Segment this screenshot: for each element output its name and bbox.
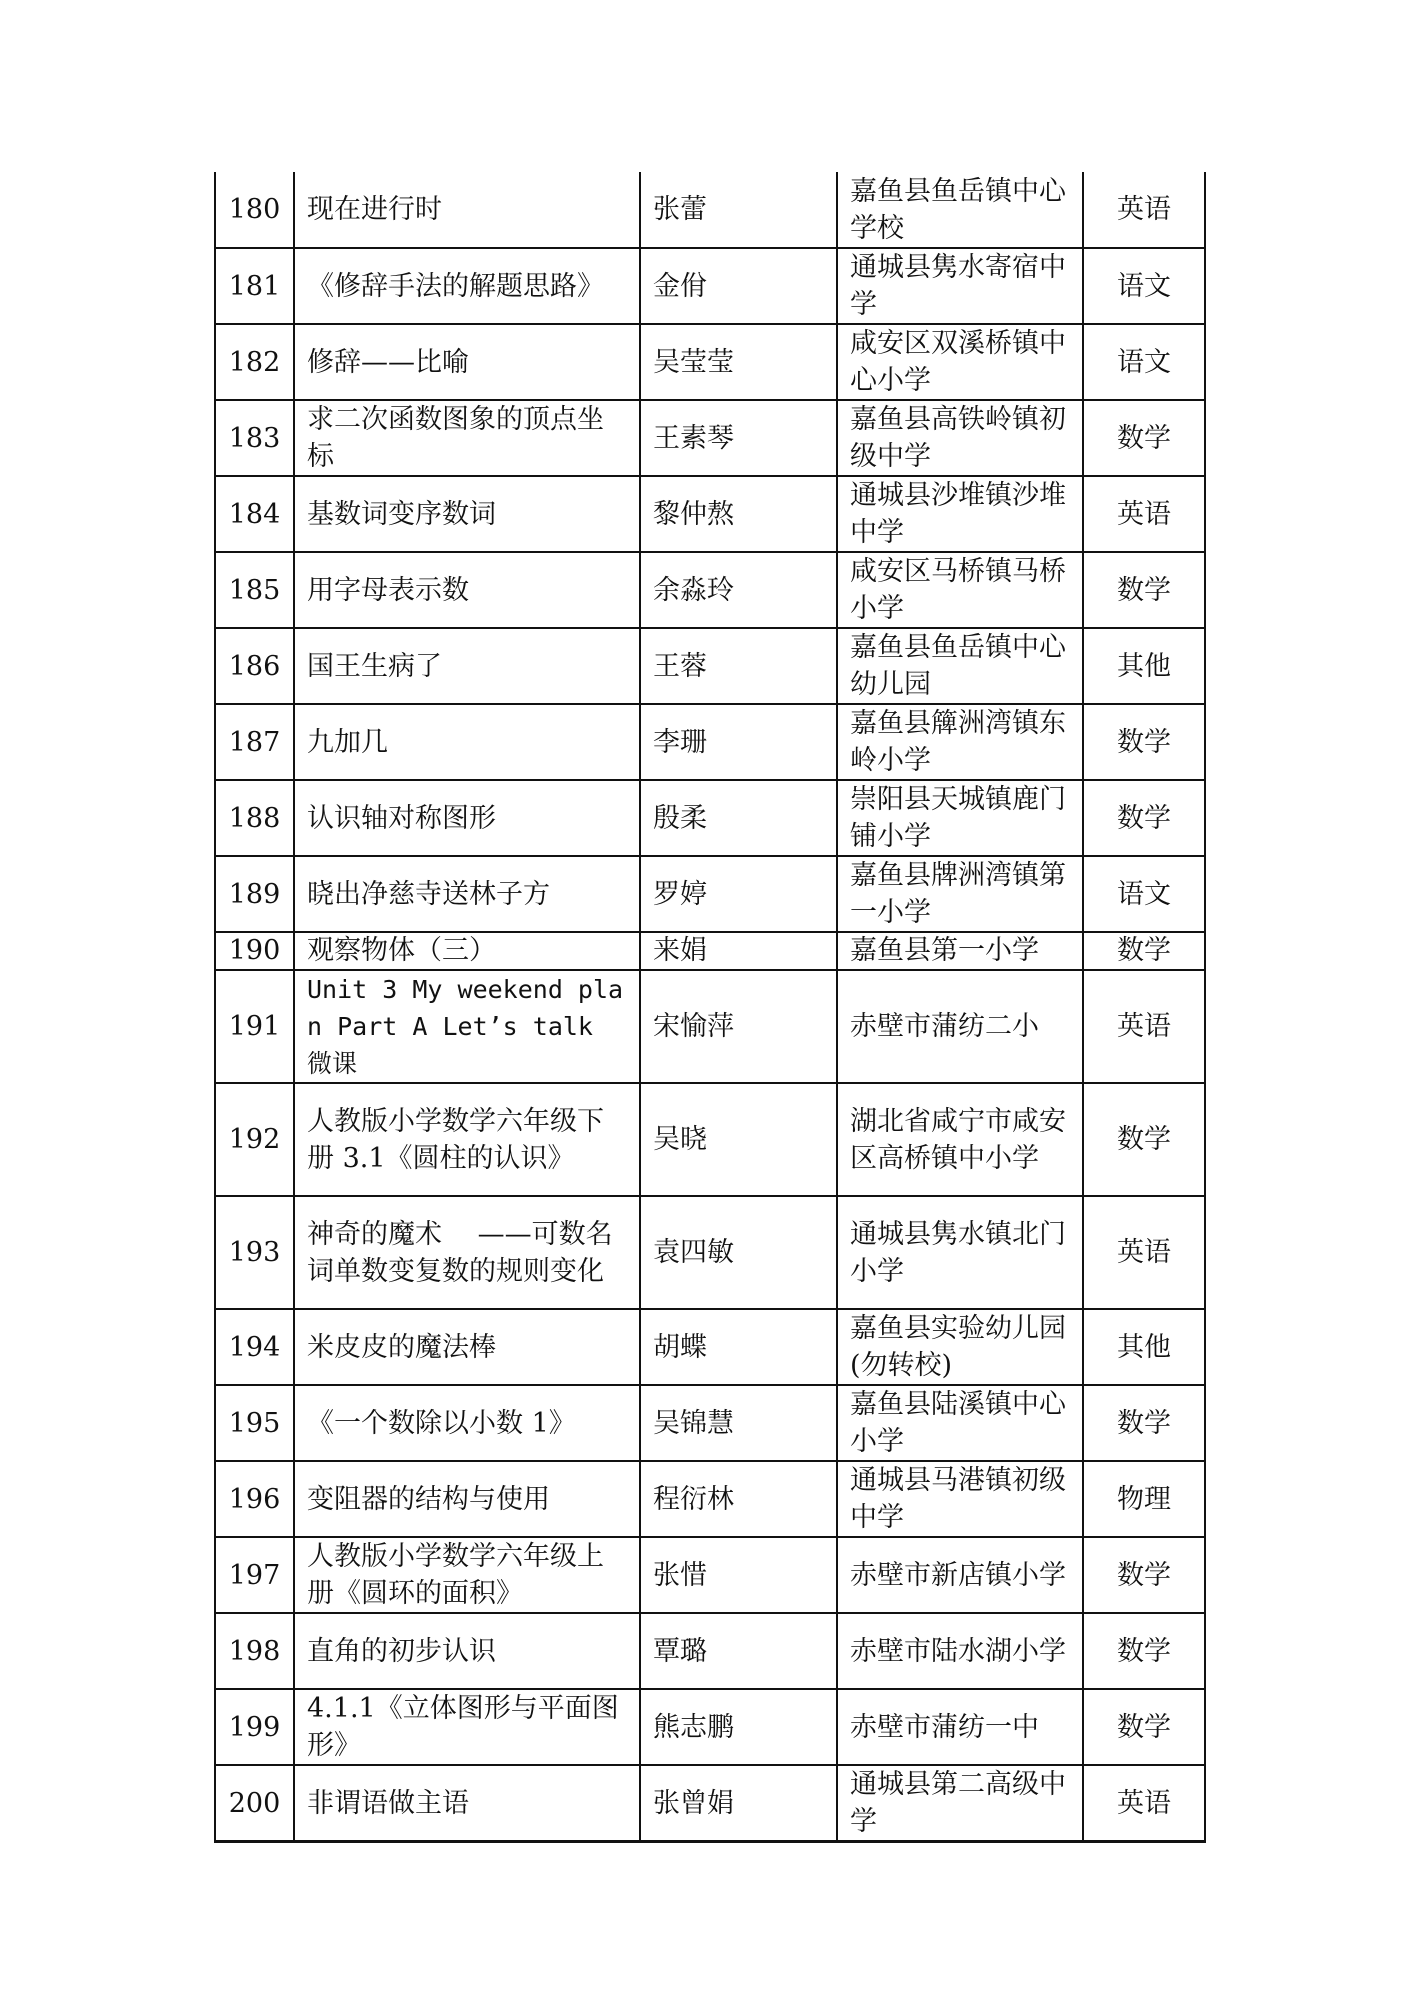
row-author: 程衍林 <box>640 1461 837 1537</box>
course-list-table <box>214 172 1206 1843</box>
row-school: 嘉鱼县第一小学 <box>837 932 1083 970</box>
row-subject: 语文 <box>1083 248 1205 324</box>
row-number: 194 <box>215 1309 294 1385</box>
row-school: 嘉鱼县高铁岭镇初级中学 <box>837 400 1083 476</box>
row-author: 吴锦慧 <box>640 1385 837 1461</box>
row-author: 胡蝶 <box>640 1309 837 1385</box>
table-row <box>215 248 1205 324</box>
row-author: 罗婷 <box>640 856 837 932</box>
row-title: 认识轴对称图形 <box>294 780 640 856</box>
row-school: 赤壁市新店镇小学 <box>837 1537 1083 1613</box>
table-row <box>215 1385 1205 1461</box>
row-school: 赤壁市陆水湖小学 <box>837 1613 1083 1689</box>
row-school: 嘉鱼县簰洲湾镇东岭小学 <box>837 704 1083 780</box>
row-author: 张惜 <box>640 1537 837 1613</box>
table-row <box>215 324 1205 400</box>
row-school: 嘉鱼县鱼岳镇中心幼儿园 <box>837 628 1083 704</box>
row-school: 咸安区马桥镇马桥小学 <box>837 552 1083 628</box>
row-author: 王素琴 <box>640 400 837 476</box>
table-row <box>215 1461 1205 1537</box>
row-school: 赤壁市蒲纺二小 <box>837 970 1083 1083</box>
row-subject: 英语 <box>1083 172 1205 248</box>
table-row <box>215 1689 1205 1765</box>
row-school: 通城县马港镇初级中学 <box>837 1461 1083 1537</box>
row-author: 熊志鹏 <box>640 1689 837 1765</box>
row-number: 198 <box>215 1613 294 1689</box>
table-row <box>215 1309 1205 1385</box>
row-subject: 语文 <box>1083 324 1205 400</box>
row-school: 崇阳县天城镇鹿门铺小学 <box>837 780 1083 856</box>
row-number: 195 <box>215 1385 294 1461</box>
row-title: 用字母表示数 <box>294 552 640 628</box>
row-school: 赤壁市蒲纺一中 <box>837 1689 1083 1765</box>
table-row <box>215 856 1205 932</box>
row-number: 191 <box>215 970 294 1083</box>
table-row <box>215 400 1205 476</box>
row-title: 人教版小学数学六年级上册《圆环的面积》 <box>294 1537 640 1613</box>
row-title: 现在进行时 <box>294 172 640 248</box>
row-school: 通城县隽水镇北门小学 <box>837 1196 1083 1309</box>
row-author: 殷柔 <box>640 780 837 856</box>
table-row <box>215 628 1205 704</box>
row-author: 吴莹莹 <box>640 324 837 400</box>
row-school: 通城县第二高级中学 <box>837 1765 1083 1842</box>
table-row <box>215 552 1205 628</box>
row-number: 190 <box>215 932 294 970</box>
row-title: 人教版小学数学六年级下册 3.1《圆柱的认识》 <box>294 1083 640 1196</box>
row-title: 《修辞手法的解题思路》 <box>294 248 640 324</box>
row-school: 嘉鱼县实验幼儿园(勿转校) <box>837 1309 1083 1385</box>
row-school: 通城县隽水寄宿中学 <box>837 248 1083 324</box>
row-number: 185 <box>215 552 294 628</box>
row-number: 192 <box>215 1083 294 1196</box>
row-number: 186 <box>215 628 294 704</box>
row-subject: 英语 <box>1083 1765 1205 1842</box>
row-school: 咸安区双溪桥镇中心小学 <box>837 324 1083 400</box>
row-subject: 英语 <box>1083 1196 1205 1309</box>
row-school: 嘉鱼县牌洲湾镇第一小学 <box>837 856 1083 932</box>
row-subject: 数学 <box>1083 400 1205 476</box>
row-author: 张蕾 <box>640 172 837 248</box>
row-title: 修辞——比喻 <box>294 324 640 400</box>
row-title: 米皮皮的魔法棒 <box>294 1309 640 1385</box>
row-title: Unit 3 My weekend plan Part A Let’s talk 微课 <box>294 970 640 1083</box>
row-school: 嘉鱼县陆溪镇中心小学 <box>837 1385 1083 1461</box>
row-author: 覃璐 <box>640 1613 837 1689</box>
row-number: 193 <box>215 1196 294 1309</box>
row-subject: 英语 <box>1083 970 1205 1083</box>
row-subject: 其他 <box>1083 1309 1205 1385</box>
row-title: 观察物体（三） <box>294 932 640 970</box>
row-school: 通城县沙堆镇沙堆中学 <box>837 476 1083 552</box>
row-author: 来娟 <box>640 932 837 970</box>
row-title: 直角的初步认识 <box>294 1613 640 1689</box>
row-number: 189 <box>215 856 294 932</box>
row-title: 4.1.1《立体图形与平面图形》 <box>294 1689 640 1765</box>
row-subject: 其他 <box>1083 628 1205 704</box>
row-number: 182 <box>215 324 294 400</box>
row-number: 196 <box>215 1461 294 1537</box>
row-title: 基数词变序数词 <box>294 476 640 552</box>
table-row <box>215 476 1205 552</box>
row-subject: 物理 <box>1083 1461 1205 1537</box>
course-list-body <box>215 172 1205 1842</box>
row-number: 199 <box>215 1689 294 1765</box>
row-title: 《一个数除以小数 1》 <box>294 1385 640 1461</box>
row-author: 吴晓 <box>640 1083 837 1196</box>
row-author: 张曾娟 <box>640 1765 837 1842</box>
row-school: 嘉鱼县鱼岳镇中心学校 <box>837 172 1083 248</box>
row-title: 晓出净慈寺送林子方 <box>294 856 640 932</box>
row-number: 188 <box>215 780 294 856</box>
row-number: 183 <box>215 400 294 476</box>
row-subject: 数学 <box>1083 1385 1205 1461</box>
table-row <box>215 780 1205 856</box>
row-subject: 数学 <box>1083 1689 1205 1765</box>
row-author: 黎仲熬 <box>640 476 837 552</box>
row-subject: 数学 <box>1083 552 1205 628</box>
table-row <box>215 970 1205 1083</box>
row-author: 袁四敏 <box>640 1196 837 1309</box>
table-row <box>215 932 1205 970</box>
row-subject: 数学 <box>1083 780 1205 856</box>
table-row <box>215 1537 1205 1613</box>
row-subject: 数学 <box>1083 704 1205 780</box>
row-subject: 数学 <box>1083 1537 1205 1613</box>
row-subject: 数学 <box>1083 932 1205 970</box>
row-title: 九加几 <box>294 704 640 780</box>
row-title: 变阻器的结构与使用 <box>294 1461 640 1537</box>
row-title: 求二次函数图象的顶点坐标 <box>294 400 640 476</box>
row-author: 余淼玲 <box>640 552 837 628</box>
row-subject: 数学 <box>1083 1613 1205 1689</box>
table-row <box>215 1196 1205 1309</box>
row-number: 187 <box>215 704 294 780</box>
row-subject: 英语 <box>1083 476 1205 552</box>
row-number: 200 <box>215 1765 294 1842</box>
row-author: 宋愉萍 <box>640 970 837 1083</box>
row-subject: 语文 <box>1083 856 1205 932</box>
table-row <box>215 1765 1205 1842</box>
row-number: 184 <box>215 476 294 552</box>
row-title: 神奇的魔术 ——可数名词单数变复数的规则变化 <box>294 1196 640 1309</box>
row-author: 王蓉 <box>640 628 837 704</box>
table-row <box>215 1083 1205 1196</box>
row-number: 197 <box>215 1537 294 1613</box>
row-author: 李珊 <box>640 704 837 780</box>
row-author: 金佾 <box>640 248 837 324</box>
row-title: 非谓语做主语 <box>294 1765 640 1842</box>
row-subject: 数学 <box>1083 1083 1205 1196</box>
table-row <box>215 704 1205 780</box>
row-number: 181 <box>215 248 294 324</box>
table-row <box>215 1613 1205 1689</box>
table-row <box>215 172 1205 248</box>
row-school: 湖北省咸宁市咸安区高桥镇中小学 <box>837 1083 1083 1196</box>
row-number: 180 <box>215 172 294 248</box>
row-title: 国王生病了 <box>294 628 640 704</box>
